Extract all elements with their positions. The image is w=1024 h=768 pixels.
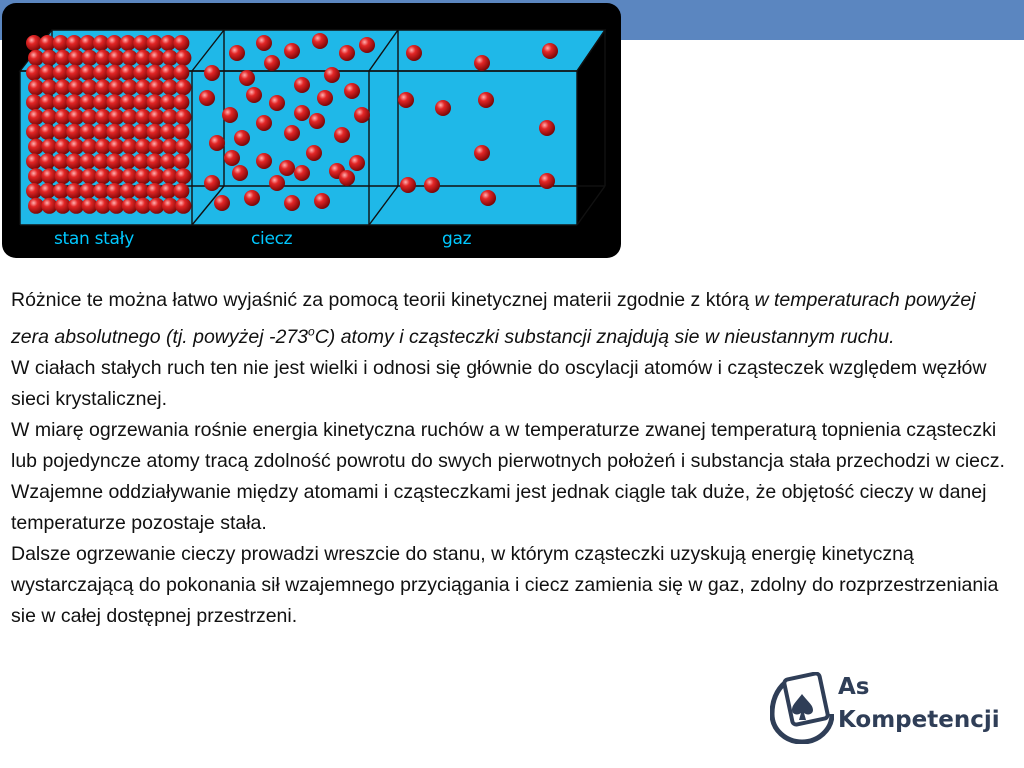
particle — [209, 135, 225, 151]
particle — [344, 83, 360, 99]
particle — [224, 150, 240, 166]
particle — [173, 183, 189, 199]
p1-italic-a: w temperaturach powyżej zera absolutnego (tj. powyżej -273 — [11, 289, 976, 348]
particle — [264, 55, 280, 71]
particle — [239, 70, 255, 86]
particle — [354, 107, 370, 123]
particle — [175, 139, 191, 155]
particle — [480, 190, 496, 206]
particle — [175, 50, 191, 66]
paragraph-5: Dalsze ogrzewanie cieczy prowadzi wreszcie do stanu, w którym cząsteczki uzyskują energię kinetyczną wystarczającą do pokonania sił wzajemnego przyciągania i ciecz zamienia się w gaz, zdolny do rozprzestrzeniania sie w całej dostępnej przestrzeni. — [11, 542, 999, 627]
particle — [294, 105, 310, 121]
label-gas: gaz — [442, 229, 472, 249]
states-of-matter-figure — [2, 3, 621, 258]
particle — [398, 92, 414, 108]
particle — [294, 77, 310, 93]
particle — [173, 124, 189, 140]
particle — [424, 177, 440, 193]
label-liquid: ciecz — [251, 229, 293, 249]
particle — [229, 45, 245, 61]
degree-sup: o — [308, 324, 315, 338]
paragraph-4: Wzajemne oddziaływanie między atomami i cząsteczkami jest jednak ciągle tak duże, że objętość cieczy w danej temperaturze pozostaje stała. — [11, 480, 987, 534]
particle — [539, 173, 555, 189]
particle — [175, 79, 191, 95]
particle — [256, 35, 272, 51]
particle — [199, 90, 215, 106]
particle — [406, 45, 422, 61]
particle — [204, 175, 220, 191]
particle — [256, 153, 272, 169]
particle — [269, 175, 285, 191]
particle — [339, 170, 355, 186]
particle — [234, 130, 250, 146]
particle — [474, 55, 490, 71]
logo-line-1: As — [838, 674, 870, 700]
paragraph-3: W miarę ogrzewania rośnie energia kinetyczna ruchów a w temperaturze zwanej temperaturą topnienia cząsteczki lub pojedyncze atomy tracą zdolność powrotu do swych pierwotnych położeń i substancja stała przechodzi w ciecz. — [11, 418, 1005, 472]
paragraph-1 — [11, 285, 1011, 353]
particle — [279, 160, 295, 176]
particle — [314, 193, 330, 209]
particle — [246, 87, 262, 103]
particle — [542, 43, 558, 59]
particle — [232, 165, 248, 181]
particle — [214, 195, 230, 211]
particle — [173, 153, 189, 169]
paragraph-2: W ciałach stałych ruch ten nie jest wielki i odnosi się głównie do oscylacji atomów i cząsteczek względem węzłów sieci krystalicznej. — [11, 356, 987, 410]
particle — [339, 45, 355, 61]
particle — [435, 100, 451, 116]
particle — [284, 195, 300, 211]
logo-line-2: Kompetencji — [838, 707, 1000, 733]
particle — [173, 35, 189, 51]
particle — [244, 190, 260, 206]
particle — [284, 43, 300, 59]
particle — [478, 92, 494, 108]
particle — [175, 198, 191, 214]
particle — [256, 115, 272, 131]
particle — [349, 155, 365, 171]
p1-italic-b: C) atomy i cząsteczki substancji znajdują sie w nieustannym ruchu. — [314, 325, 895, 348]
particle — [204, 65, 220, 81]
particle — [312, 33, 328, 49]
logo — [770, 672, 1010, 744]
particle — [400, 177, 416, 193]
particle — [175, 168, 191, 184]
states-of-matter-illustration — [2, 3, 621, 258]
particle — [324, 67, 340, 83]
logo-card-spade-icon — [770, 672, 834, 744]
label-solid: stan stały — [54, 229, 134, 249]
particle — [309, 113, 325, 129]
particle — [359, 37, 375, 53]
particle — [474, 145, 490, 161]
particle — [284, 125, 300, 141]
particle — [173, 65, 189, 81]
particle — [294, 165, 310, 181]
particle — [175, 109, 191, 125]
p1-plain: Różnice te można łatwo wyjaśnić za pomocą teorii kinetycznej materii zgodnie z którą — [11, 289, 755, 311]
particle — [269, 95, 285, 111]
body-text — [11, 285, 1011, 632]
particle — [306, 145, 322, 161]
particle — [222, 107, 238, 123]
particle — [539, 120, 555, 136]
particle — [173, 94, 189, 110]
particle — [317, 90, 333, 106]
particle — [334, 127, 350, 143]
